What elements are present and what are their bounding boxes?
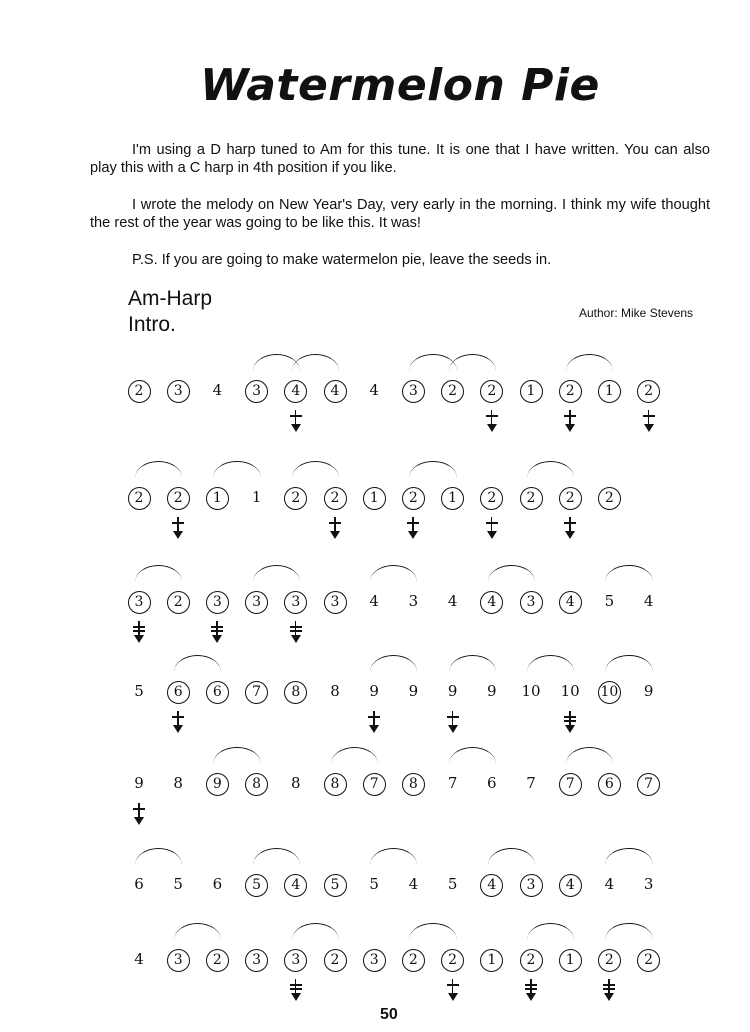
hole-number: 5 (324, 874, 347, 897)
blow-note (589, 589, 629, 613)
hole-number: 2 (128, 380, 151, 403)
hole-number: 9 (408, 682, 419, 700)
draw-note (433, 947, 473, 971)
hole-number: 6 (167, 681, 190, 704)
hole-number: 8 (173, 774, 183, 792)
draw-note (276, 378, 316, 402)
slur-mark (253, 848, 300, 865)
draw-note (315, 485, 355, 509)
hole-number: 4 (134, 950, 144, 968)
blow-note (354, 378, 394, 402)
slur-mark (527, 461, 574, 478)
draw-note (550, 947, 590, 971)
hole-number: 3 (245, 380, 268, 403)
story-paragraph: I wrote the melody on New Year's Day, very early in the morning. I think my wife thought the rest of the year was going to be like this. It was! (90, 197, 710, 231)
draw-note (393, 485, 433, 509)
hole-number: 4 (604, 875, 615, 893)
hole-number: 9 (206, 773, 229, 796)
blow-note (276, 771, 316, 795)
slur-mark (605, 565, 652, 582)
blow-note (393, 679, 433, 703)
draw-note (197, 679, 237, 703)
hole-number: 6 (598, 773, 621, 796)
draw-note (315, 589, 355, 613)
hole-number: 4 (284, 380, 307, 403)
hole-number: 7 (447, 774, 458, 792)
blow-note (433, 679, 473, 703)
draw-note (589, 679, 629, 703)
hole-number: 4 (447, 592, 458, 610)
double-bend-arrow-icon (290, 621, 302, 643)
bend-arrow-icon (564, 517, 576, 539)
hole-number: 7 (363, 773, 386, 796)
hole-number: 3 (167, 949, 190, 972)
slur-mark (527, 923, 574, 940)
hole-number: 2 (559, 487, 582, 510)
hole-number: 2 (520, 949, 543, 972)
hole-number: 5 (447, 875, 458, 893)
draw-note (589, 947, 629, 971)
hole-number: 10 (521, 682, 541, 700)
draw-note (237, 771, 277, 795)
draw-note (550, 771, 590, 795)
blow-note (393, 589, 433, 613)
bend-arrow-icon (133, 803, 145, 825)
hole-number: 4 (480, 874, 503, 897)
hole-number: 2 (324, 949, 347, 972)
hole-number: 8 (330, 682, 340, 700)
draw-note (315, 771, 355, 795)
slur-mark (213, 747, 260, 764)
bend-arrow-icon (486, 517, 498, 539)
draw-note (511, 485, 551, 509)
blow-note (119, 872, 159, 896)
hole-number: 8 (284, 681, 307, 704)
draw-note (511, 589, 551, 613)
hole-number: 4 (643, 592, 654, 610)
draw-note (158, 947, 198, 971)
slur-mark (409, 461, 456, 478)
slur-mark (135, 461, 182, 478)
slur-mark (488, 848, 535, 865)
blow-note (158, 771, 198, 795)
hole-number: 2 (441, 949, 464, 972)
tune-key-label (128, 286, 212, 338)
hole-number: 2 (480, 487, 503, 510)
hole-number: 3 (245, 591, 268, 614)
slur-mark (253, 565, 300, 582)
draw-note (237, 872, 277, 896)
draw-note (158, 589, 198, 613)
hole-number: 5 (604, 592, 615, 610)
hole-number: 5 (245, 874, 268, 897)
draw-note (550, 485, 590, 509)
hole-number: 7 (637, 773, 660, 796)
bend-arrow-icon (447, 711, 459, 733)
double-bend-arrow-icon (603, 979, 615, 1001)
hole-number: 2 (559, 380, 582, 403)
double-bend-arrow-icon (133, 621, 145, 643)
hole-number: 3 (520, 591, 543, 614)
slur-mark (331, 747, 378, 764)
hole-number: 3 (128, 591, 151, 614)
draw-note (119, 378, 159, 402)
hole-number: 3 (520, 874, 543, 897)
draw-note (589, 378, 629, 402)
bend-arrow-icon (329, 517, 341, 539)
hole-number: 7 (245, 681, 268, 704)
draw-note (472, 378, 512, 402)
blow-note (472, 679, 512, 703)
draw-note (550, 378, 590, 402)
blow-note (197, 378, 237, 402)
hole-number: 2 (598, 487, 621, 510)
author-credit: Author: Mike Stevens (579, 306, 694, 320)
draw-note (433, 485, 473, 509)
hole-number: 4 (408, 875, 419, 893)
draw-note (237, 947, 277, 971)
slur-mark (527, 655, 574, 672)
blow-note (433, 771, 473, 795)
draw-note (119, 485, 159, 509)
draw-note (276, 947, 316, 971)
blow-note (629, 679, 669, 703)
draw-note (276, 589, 316, 613)
draw-note (472, 589, 512, 613)
slur-mark (370, 848, 417, 865)
hole-number: 1 (206, 487, 229, 510)
draw-note (354, 485, 394, 509)
bend-arrow-icon (447, 979, 459, 1001)
draw-note (629, 378, 669, 402)
postscript-paragraph: P.S. If you are going to make watermelon pie, leave the seeds in. (132, 252, 552, 268)
hole-number: 3 (324, 591, 347, 614)
hole-number: 1 (251, 488, 262, 506)
slur-mark (449, 747, 496, 764)
blow-note (433, 872, 473, 896)
hole-number: 4 (480, 591, 503, 614)
draw-note (472, 872, 512, 896)
draw-note (197, 947, 237, 971)
draw-note (393, 378, 433, 402)
intro-paragraph: I'm using a D harp tuned to Am for this tune. It is one that I have written. You can also play this with a C harp in 4th position if you like. (90, 142, 710, 176)
hole-number: 2 (637, 949, 660, 972)
slur-mark (135, 565, 182, 582)
hole-number: 7 (526, 774, 536, 792)
hole-number: 3 (206, 591, 229, 614)
hole-number: 9 (447, 682, 458, 700)
hole-number: 3 (245, 949, 268, 972)
hole-number: 3 (284, 591, 307, 614)
draw-note (393, 771, 433, 795)
slur-mark (566, 747, 613, 764)
hole-number: 6 (134, 875, 144, 893)
hole-number: 2 (480, 380, 503, 403)
hole-number: 2 (441, 380, 464, 403)
hole-number: 2 (128, 487, 151, 510)
hole-number: 2 (206, 949, 229, 972)
hole-number: 2 (520, 487, 543, 510)
hole-number: 8 (402, 773, 425, 796)
slur-mark (370, 655, 417, 672)
blow-note (393, 872, 433, 896)
blow-note (354, 872, 394, 896)
hole-number: 7 (559, 773, 582, 796)
hole-number: 5 (369, 875, 379, 893)
draw-note (315, 947, 355, 971)
bend-arrow-icon (407, 517, 419, 539)
hole-number: 1 (363, 487, 386, 510)
draw-note (158, 378, 198, 402)
slur-mark (213, 461, 260, 478)
slur-mark (292, 354, 339, 371)
hole-number: 1 (441, 487, 464, 510)
blow-note (433, 589, 473, 613)
draw-note (276, 872, 316, 896)
blow-note (589, 872, 629, 896)
draw-note (511, 378, 551, 402)
slur-mark (449, 354, 496, 371)
slur-mark (488, 565, 535, 582)
blow-note (629, 872, 669, 896)
hole-number: 8 (324, 773, 347, 796)
hole-number: 5 (173, 875, 183, 893)
hole-number: 9 (134, 774, 144, 792)
blow-note (119, 679, 159, 703)
hole-number: 2 (167, 591, 190, 614)
bend-arrow-icon (643, 410, 655, 432)
draw-note (393, 947, 433, 971)
hole-number: 2 (637, 380, 660, 403)
slur-mark (370, 565, 417, 582)
blow-note (315, 679, 355, 703)
draw-note (511, 947, 551, 971)
hole-number: 2 (284, 487, 307, 510)
hole-number: 3 (167, 380, 190, 403)
bend-arrow-icon (172, 711, 184, 733)
draw-note (629, 947, 669, 971)
harp-key: Am-Harp (128, 287, 213, 310)
double-bend-arrow-icon (290, 979, 302, 1001)
hole-number: 4 (284, 874, 307, 897)
draw-note (237, 378, 277, 402)
blow-note (550, 679, 590, 703)
draw-note (237, 589, 277, 613)
draw-note (472, 485, 512, 509)
hole-number: 1 (480, 949, 503, 972)
bend-arrow-icon (290, 410, 302, 432)
blow-note (472, 771, 512, 795)
hole-number: 1 (520, 380, 543, 403)
slur-mark (174, 923, 221, 940)
hole-number: 3 (408, 592, 419, 610)
slur-mark (292, 461, 339, 478)
blow-note (158, 872, 198, 896)
hole-number: 10 (598, 681, 621, 704)
hole-number: 4 (559, 591, 582, 614)
draw-note (589, 485, 629, 509)
hole-number: 1 (598, 380, 621, 403)
slur-mark (292, 923, 339, 940)
draw-note (550, 589, 590, 613)
slur-mark (605, 655, 652, 672)
bend-arrow-icon (368, 711, 380, 733)
page-number: 50 (380, 1006, 398, 1023)
draw-note (315, 872, 355, 896)
draw-note (197, 771, 237, 795)
draw-note (589, 771, 629, 795)
hole-number: 3 (402, 380, 425, 403)
slur-mark (135, 848, 182, 865)
draw-note (433, 378, 473, 402)
hole-number: 2 (167, 487, 190, 510)
slur-mark (409, 923, 456, 940)
hole-number: 3 (363, 949, 386, 972)
slur-mark (566, 354, 613, 371)
blow-note (237, 485, 277, 509)
hole-number: 9 (369, 682, 379, 700)
hole-number: 4 (559, 874, 582, 897)
bend-arrow-icon (564, 410, 576, 432)
hole-number: 6 (206, 681, 229, 704)
hole-number: 4 (369, 381, 379, 399)
draw-note (197, 589, 237, 613)
blow-note (354, 679, 394, 703)
bend-arrow-icon (486, 410, 498, 432)
bend-arrow-icon (172, 517, 184, 539)
slur-mark (605, 848, 652, 865)
hole-number: 4 (369, 592, 379, 610)
hole-number: 2 (402, 487, 425, 510)
draw-note (276, 485, 316, 509)
draw-note (237, 679, 277, 703)
draw-note (315, 378, 355, 402)
blow-note (119, 947, 159, 971)
hole-number: 1 (559, 949, 582, 972)
draw-note (550, 872, 590, 896)
hole-number: 4 (324, 380, 347, 403)
hole-number: 8 (291, 774, 301, 792)
page-title: Watermelon Pie (200, 60, 600, 111)
draw-note (158, 485, 198, 509)
draw-note (158, 679, 198, 703)
draw-note (629, 771, 669, 795)
hole-number: 2 (598, 949, 621, 972)
blow-note (629, 589, 669, 613)
hole-number: 6 (487, 774, 497, 792)
hole-number: 2 (402, 949, 425, 972)
blow-note (119, 771, 159, 795)
slur-mark (449, 655, 496, 672)
blow-note (511, 771, 551, 795)
hole-number: 3 (643, 875, 654, 893)
draw-note (119, 589, 159, 613)
hole-number: 10 (560, 682, 580, 700)
hole-number: 9 (643, 682, 654, 700)
slur-mark (174, 655, 221, 672)
draw-note (354, 947, 394, 971)
hole-number: 6 (212, 875, 223, 893)
hole-number: 9 (487, 682, 497, 700)
section-label: Intro. (128, 313, 176, 336)
double-bend-arrow-icon (211, 621, 223, 643)
double-bend-arrow-icon (564, 711, 576, 733)
blow-note (354, 589, 394, 613)
blow-note (197, 872, 237, 896)
blow-note (511, 679, 551, 703)
draw-note (511, 872, 551, 896)
hole-number: 8 (245, 773, 268, 796)
draw-note (276, 679, 316, 703)
hole-number: 2 (324, 487, 347, 510)
hole-number: 4 (212, 381, 223, 399)
slur-mark (605, 923, 652, 940)
double-bend-arrow-icon (525, 979, 537, 1001)
hole-number: 5 (134, 682, 144, 700)
hole-number: 3 (284, 949, 307, 972)
draw-note (354, 771, 394, 795)
draw-note (472, 947, 512, 971)
draw-note (197, 485, 237, 509)
